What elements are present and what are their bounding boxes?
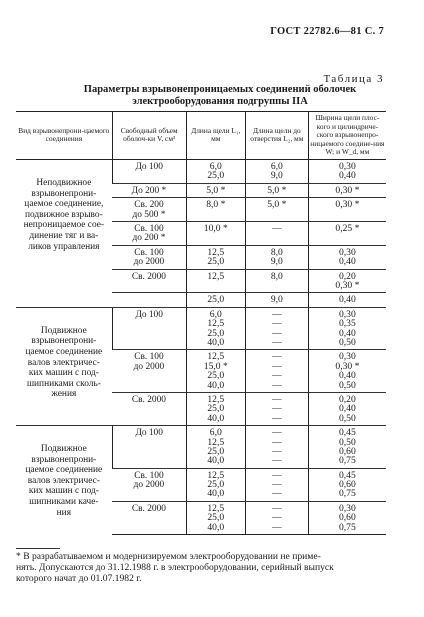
cell-line: — — [272, 379, 282, 391]
gap-width-cell — [308, 183, 386, 197]
table-row — [16, 159, 386, 183]
cell-line: до 2000 — [133, 361, 165, 372]
cell-line: Св. 100 — [134, 247, 164, 258]
column-header-volume: Свободный объем оболоч-ки V, см³ — [112, 112, 186, 160]
column-header-gap-length: Длина щели L₁, мм — [186, 112, 245, 160]
gap-to-hole-cell — [245, 159, 308, 183]
cell-line: 25,0 — [207, 170, 225, 182]
gap-to-hole-cell — [245, 269, 308, 293]
connection-kind-line: ликов управления — [28, 241, 100, 252]
gap-width-cell — [308, 221, 386, 245]
cell-line: Св. 2000 — [131, 503, 166, 514]
cell-line: 0,75 — [338, 521, 356, 533]
connection-kind-line: валов электричес- — [27, 475, 100, 486]
cell-line: 9,0 — [270, 170, 283, 182]
cell-line: 12,5 — [207, 469, 225, 481]
table-title-line: Параметры взрывонепроницаемых соединений оболочек — [83, 84, 357, 95]
gap-to-hole-cell — [245, 392, 308, 425]
connection-kind-line: жения — [51, 389, 77, 400]
cell-line: 6,0 — [209, 308, 222, 320]
cell-line: до 2000 — [133, 257, 165, 268]
cell-line: 9,0 — [270, 256, 283, 268]
table-row — [16, 426, 386, 469]
cell-line: — — [272, 469, 282, 481]
column-header-kind: Вид взрывонепрони-цаемого соединения — [16, 112, 112, 160]
cell-line: 25,0 — [207, 479, 225, 491]
cell-line: — — [272, 512, 282, 524]
cell-line: 25,0 — [207, 294, 225, 306]
cell-line: 10,0 * — [203, 222, 228, 234]
volume-cell — [112, 183, 186, 197]
cell-line: 0,30 * — [335, 184, 360, 196]
connection-kind-line: Неподвижное — [36, 177, 92, 188]
gap-width-cell — [308, 307, 386, 350]
connection-kind-line: Подвижное — [40, 325, 87, 336]
cell-line: 25,0 — [207, 327, 225, 339]
table-number: Таблица 3 — [323, 73, 384, 85]
cell-line: 8,0 — [270, 246, 283, 258]
cell-line: 5,0 * — [267, 184, 287, 196]
cell-line: До 100 — [135, 428, 163, 439]
cell-line: 40,0 — [207, 336, 225, 348]
gap-length-cell — [186, 392, 245, 425]
cell-line: — — [272, 318, 282, 330]
gap-length-cell — [186, 245, 245, 269]
footnote — [16, 551, 386, 584]
cell-line: 25,0 — [207, 445, 225, 457]
cell-line: Св. 100 — [134, 352, 164, 363]
gap-width-cell — [308, 245, 386, 269]
footnote-line: нять. Допускаются до 31.12.1988 г. в электрооборудовании, серийный выпуск — [16, 562, 334, 573]
gap-width-cell — [308, 392, 386, 425]
cell-line: 5,0 * — [267, 199, 287, 211]
cell-line: 0,30 — [338, 351, 356, 363]
cell-line: До 100 — [135, 309, 163, 320]
gap-width-cell — [308, 198, 386, 222]
volume-cell — [112, 293, 186, 307]
cell-line: 0,60 — [338, 445, 356, 457]
volume-cell — [112, 426, 186, 469]
column-header-gap-width: Ширина щели плос-кого и цилиндриче-ского взрывонепро-ницаемого соедине-ния W; и W_d, мм — [308, 112, 386, 160]
volume-cell — [112, 350, 186, 393]
connection-kind-line: валов электричес- — [27, 357, 100, 368]
cell-line: 0,35 — [338, 318, 356, 330]
connection-kind-line: непроницаемое сое- — [23, 220, 105, 231]
cell-line: 0,30 * — [335, 279, 360, 291]
connection-kind-cell — [16, 426, 112, 535]
cell-line: 0,30 — [338, 308, 356, 320]
gap-length-cell — [186, 183, 245, 197]
gap-length-cell — [186, 269, 245, 293]
cell-line: 40,0 — [207, 379, 225, 391]
cell-line: — — [272, 351, 282, 363]
cell-line — [112, 295, 186, 304]
cell-line: 0,30 * — [335, 199, 360, 211]
cell-line: — — [272, 427, 282, 439]
cell-line: 0,30 — [338, 160, 356, 172]
cell-line: 0,20 — [338, 270, 356, 282]
page-header: ГОСТ 22782.6—81 С. 7 — [270, 26, 384, 37]
cell-line: — — [272, 412, 282, 424]
cell-line: 0,50 — [338, 336, 356, 348]
gap-length-cell — [186, 293, 245, 307]
connection-kind-line: взрывонепрони- — [31, 454, 97, 465]
cell-line: Св. 100 — [134, 470, 164, 481]
gap-width-cell — [308, 159, 386, 183]
gap-length-cell — [186, 307, 245, 350]
gap-to-hole-cell — [245, 183, 308, 197]
connection-kind-line: шипниками сколь- — [26, 378, 101, 389]
gap-length-cell — [186, 468, 245, 501]
footnote-rule — [16, 548, 60, 549]
gap-width-cell — [308, 468, 386, 501]
gap-width-cell — [308, 269, 386, 293]
cell-line: — — [272, 488, 282, 500]
cell-line: 40,0 — [207, 455, 225, 467]
cell-line: 0,40 — [338, 294, 356, 306]
gap-length-cell — [186, 159, 245, 183]
cell-line: — — [272, 445, 282, 457]
footnote-line: * В разрабатываемом и модернизируемом электрооборудовании не приме- — [16, 551, 321, 562]
gap-width-cell — [308, 293, 386, 307]
cell-line: 12,5 — [207, 393, 225, 405]
cell-line: 0,50 — [338, 412, 356, 424]
cell-line: 15,0 * — [203, 360, 228, 372]
cell-line: Св. 2000 — [131, 394, 166, 405]
cell-line: 0,45 — [338, 469, 356, 481]
cell-line: 5,0 * — [206, 184, 226, 196]
cell-line: — — [272, 327, 282, 339]
cell-line: — — [272, 308, 282, 320]
gap-to-hole-cell — [245, 468, 308, 501]
cell-line: до 200 * — [132, 233, 166, 244]
cell-line: — — [272, 222, 282, 234]
connection-kind-line: шипниками каче- — [29, 497, 99, 508]
cell-line: 25,0 — [207, 256, 225, 268]
cell-line: 12,5 — [207, 502, 225, 514]
connection-kind-cell — [16, 159, 112, 307]
volume-cell — [112, 501, 186, 534]
cell-line: 9,0 — [270, 294, 283, 306]
connection-kind-line: цаемое соединение — [25, 465, 103, 476]
parameters-table — [16, 111, 386, 535]
cell-line: 6,0 — [209, 160, 222, 172]
cell-line: 0,40 — [338, 370, 356, 382]
volume-cell — [112, 392, 186, 425]
connection-kind-line: взрывонепрони- — [31, 336, 97, 347]
cell-line: — — [272, 455, 282, 467]
gap-to-hole-cell — [245, 293, 308, 307]
cell-line: 0,60 — [338, 512, 356, 524]
gap-length-cell — [186, 198, 245, 222]
gap-length-cell — [186, 501, 245, 534]
cell-line: 12,5 — [207, 270, 225, 282]
cell-line: 0,30 — [338, 246, 356, 258]
cell-line: 0,50 — [338, 436, 356, 448]
gap-length-cell — [186, 350, 245, 393]
cell-line: 40,0 — [207, 488, 225, 500]
cell-line: 0,25 * — [335, 222, 360, 234]
cell-line: до 500 * — [132, 209, 166, 220]
column-header-gap-to-hole: Длина щели до отверстия L₂, мм — [245, 112, 308, 160]
volume-cell — [112, 468, 186, 501]
cell-line: — — [272, 403, 282, 415]
cell-line: 0,40 — [338, 256, 356, 268]
cell-line: 6,0 — [209, 427, 222, 439]
cell-line: — — [272, 393, 282, 405]
cell-line: — — [272, 436, 282, 448]
cell-line: 25,0 — [207, 512, 225, 524]
gap-length-cell — [186, 221, 245, 245]
cell-line: 0,45 — [338, 427, 356, 439]
cell-line: — — [272, 360, 282, 372]
volume-cell — [112, 221, 186, 245]
cell-line: 40,0 — [207, 412, 225, 424]
gap-to-hole-cell — [245, 307, 308, 350]
table-header-row — [16, 112, 386, 160]
connection-kind-line: подвижное взрыво- — [24, 209, 103, 220]
connection-kind-line: ких машин с под- — [28, 486, 99, 497]
cell-line: 0,40 — [338, 403, 356, 415]
cell-line: Св. 100 — [134, 223, 164, 234]
cell-line: 0,40 — [338, 327, 356, 339]
gap-length-cell — [186, 426, 245, 469]
cell-line: 0,30 * — [335, 360, 360, 372]
cell-line: — — [272, 502, 282, 514]
footnote-line: которого начат до 01.07.1982 г. — [16, 573, 142, 584]
table-title-line: электрооборудования подгруппы IIА — [132, 96, 308, 107]
volume-cell — [112, 159, 186, 183]
cell-line: 40,0 — [207, 521, 225, 533]
connection-kind-line: взрывонепрони- — [31, 188, 97, 199]
connection-kind-line: динение тяг и ва- — [29, 230, 99, 241]
cell-line: — — [272, 370, 282, 382]
volume-cell — [112, 245, 186, 269]
cell-line: 12,5 — [207, 351, 225, 363]
cell-line: До 100 — [135, 161, 163, 172]
connection-kind-line: ния — [56, 507, 72, 518]
connection-kind-cell — [16, 307, 112, 425]
volume-cell — [112, 307, 186, 350]
cell-line: 12,5 — [207, 246, 225, 258]
cell-line: Св. 2000 — [131, 271, 166, 282]
cell-line: 0,60 — [338, 479, 356, 491]
cell-line: Св. 200 — [134, 200, 164, 211]
connection-kind-line: ких машин с под- — [28, 368, 99, 379]
cell-line: 0,75 — [338, 455, 356, 467]
cell-line: До 200 * — [131, 185, 167, 196]
cell-line: 0,50 — [338, 379, 356, 391]
gap-width-cell — [308, 501, 386, 534]
connection-kind-line: Подвижное — [40, 444, 87, 455]
gap-to-hole-cell — [245, 426, 308, 469]
cell-line: — — [272, 479, 282, 491]
connection-kind-line: цаемое соединение, — [24, 199, 104, 210]
gap-to-hole-cell — [245, 350, 308, 393]
cell-line: 0,40 — [338, 170, 356, 182]
cell-line: 0,75 — [338, 488, 356, 500]
cell-line: 6,0 — [270, 160, 283, 172]
cell-line: — — [272, 336, 282, 348]
gap-width-cell — [308, 426, 386, 469]
volume-cell — [112, 198, 186, 222]
gap-to-hole-cell — [245, 221, 308, 245]
cell-line: — — [272, 521, 282, 533]
cell-line: 8,0 * — [206, 199, 226, 211]
gap-to-hole-cell — [245, 245, 308, 269]
gap-to-hole-cell — [245, 501, 308, 534]
cell-line: 12,5 — [207, 436, 225, 448]
cell-line: 12,5 — [207, 318, 225, 330]
gap-width-cell — [308, 350, 386, 393]
table-row — [16, 307, 386, 350]
gap-to-hole-cell — [245, 198, 308, 222]
volume-cell — [112, 269, 186, 293]
cell-line: до 2000 — [133, 480, 165, 491]
cell-line: 25,0 — [207, 370, 225, 382]
cell-line: 0,30 — [338, 502, 356, 514]
cell-line: 8,0 — [270, 270, 283, 282]
table-title — [60, 84, 380, 108]
connection-kind-line: цаемое соединение — [25, 346, 103, 357]
cell-line: 0,20 — [338, 393, 356, 405]
cell-line: 25,0 — [207, 403, 225, 415]
